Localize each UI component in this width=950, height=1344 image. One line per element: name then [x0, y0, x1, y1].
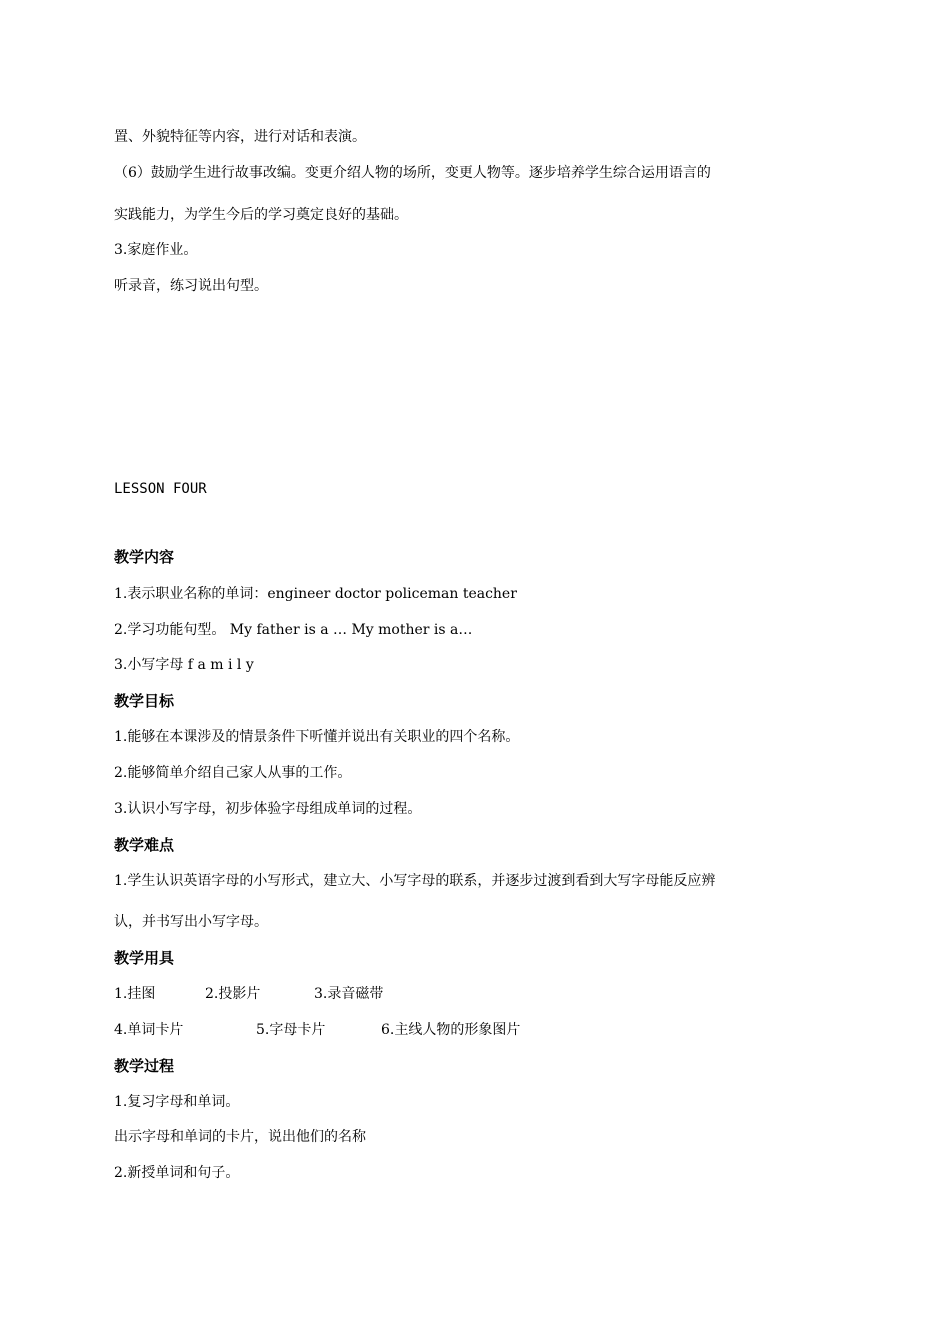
section-heading-difficulty: 教学难点 — [114, 836, 175, 854]
section-heading-content: 教学内容 — [114, 548, 175, 566]
goal-item: 3.认识小写字母，初步体验字母组成单词的过程。 — [114, 801, 422, 817]
process-item: 1.复习字母和单词。 — [114, 1094, 240, 1110]
lesson-title: LESSON FOUR — [114, 481, 207, 497]
homework-text: 听录音，练习说出句型。 — [114, 278, 268, 294]
tool-item: 2.投影片 — [205, 986, 261, 1002]
tool-item: 6.主线人物的形象图片 — [381, 1022, 521, 1038]
goal-item: 1.能够在本课涉及的情景条件下听懂并说出有关职业的四个名称。 — [114, 729, 520, 745]
difficulty-text: 1.学生认识英语字母的小写形式，建立大、小写字母的联系，并逐步过渡到看到大写字母能反应辨 — [114, 873, 716, 889]
content-item: 1.表示职业名称的单词：engineer doctor policeman teacher — [114, 586, 517, 602]
tools-row — [114, 984, 383, 1004]
section-heading-goals: 教学目标 — [114, 692, 175, 710]
section-heading-process: 教学过程 — [114, 1057, 175, 1075]
content-item: 3.小写字母 f a m i l y — [114, 657, 254, 673]
paragraph-line: （6）鼓励学生进行故事改编。变更介绍人物的场所，变更人物等。逐步培养学生综合运用语言的 — [114, 165, 711, 181]
paragraph-line: 置、外貌特征等内容，进行对话和表演。 — [114, 129, 366, 145]
homework-title: 3.家庭作业。 — [114, 242, 198, 258]
tool-item: 4.单词卡片 — [114, 1022, 184, 1038]
tools-row — [114, 1020, 520, 1040]
tool-item: 3.录音磁带 — [314, 986, 384, 1002]
section-heading-tools: 教学用具 — [114, 949, 175, 967]
content-item: 2.学习功能句型。 My father is a … My mother is a… — [114, 622, 473, 638]
process-item: 2.新授单词和句子。 — [114, 1165, 240, 1181]
tool-item: 1.挂图 — [114, 986, 156, 1002]
goal-item: 2.能够简单介绍自己家人从事的工作。 — [114, 765, 352, 781]
difficulty-text: 认，并书写出小写字母。 — [114, 914, 268, 930]
process-item: 出示字母和单词的卡片，说出他们的名称 — [114, 1129, 366, 1145]
tool-item: 5.字母卡片 — [256, 1022, 326, 1038]
paragraph-line: 实践能力，为学生今后的学习奠定良好的基础。 — [114, 207, 408, 223]
